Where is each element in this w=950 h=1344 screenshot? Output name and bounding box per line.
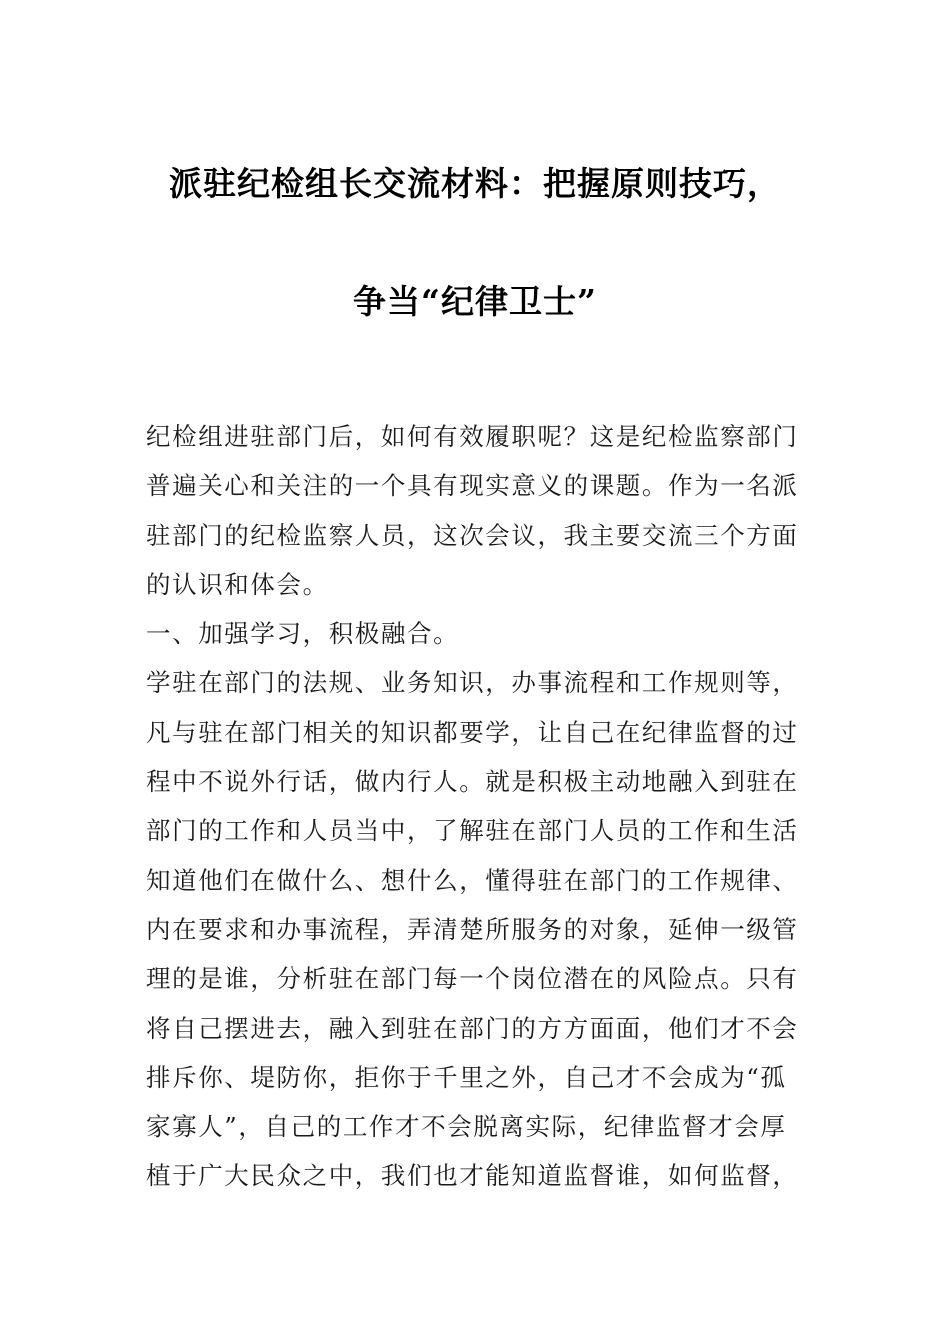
body-line: 排斥你、堤防你，拒你于千里之外，自己才不会成为“孤 xyxy=(146,1062,787,1092)
body-line: 知道他们在做什么、想什么，懂得驻在部门的工作规律、 xyxy=(146,865,799,895)
body-line: 普遍关心和关注的一个具有现实意义的课题。作为一名派 xyxy=(146,471,799,501)
body-line: 纪检组进驻部门后，如何有效履职呢？这是纪检监察部门 xyxy=(146,422,799,451)
body-line: 驻部门的纪检监察人员，这次会议，我主要交流三个方面 xyxy=(146,520,799,550)
body-line: 理的是谁，分析驻在部门每一个岗位潜在的风险点。只有 xyxy=(146,964,799,994)
body-line: 家寡人”，自己的工作才不会脱离实际，纪律监督才会厚 xyxy=(146,1112,787,1142)
body-line: 凡与驻在部门相关的知识都要学，让自己在纪律监督的过 xyxy=(146,717,799,747)
document-title-line-2: 争当“纪律卫士” xyxy=(353,282,597,321)
body-line: 的认识和体会。 xyxy=(146,569,329,599)
document-body xyxy=(146,412,816,1201)
body-line: 部门的工作和人员当中，了解驻在部门人员的工作和生活 xyxy=(146,816,799,846)
body-line: 程中不说外行话，做内行人。就是积极主动地融入到驻在 xyxy=(146,767,799,797)
body-line: 学驻在部门的法规、业务知识，办事流程和工作规则等， xyxy=(146,668,799,698)
body-line: 将自己摆进去，融入到驻在部门的方方面面，他们才不会 xyxy=(146,1013,799,1043)
section-heading: 一、加强学习，积极融合。 xyxy=(146,619,460,649)
body-line: 内在要求和办事流程，弄清楚所服务的对象，延伸一级管 xyxy=(146,914,799,944)
document-title-line-1: 派驻纪检组长交流材料：把握原则技巧， xyxy=(169,164,781,203)
body-line: 植于广大民众之中，我们也才能知道监督谁，如何监督， xyxy=(146,1161,799,1191)
